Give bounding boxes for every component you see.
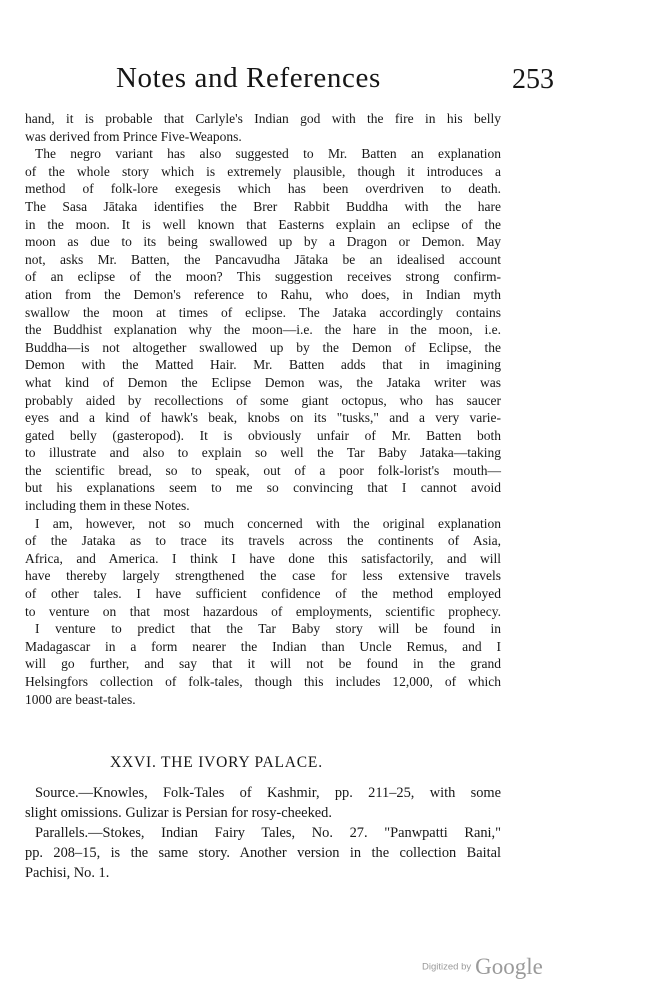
body-line: but his explanations seem to me so convincing that I cannot avoid: [25, 480, 501, 496]
google-logo: Google: [475, 954, 543, 979]
parallels-line: pp. 208–15, is the same story. Another version in the collection Baital: [25, 845, 501, 861]
body-line: I am, however, not so much concerned with the original explanation: [35, 515, 501, 531]
body-line: the scientific bread, so to speak, out of a poor folk-lorist's mouth—: [25, 462, 501, 478]
section-heading: XXVI. THE IVORY PALACE.: [110, 754, 323, 771]
body-line: gated belly (gasteropod). It is obviously unfair of Mr. Batten both: [25, 427, 501, 443]
body-line: what kind of Demon the Eclipse Demon was, the Jataka writer was: [25, 374, 501, 390]
source-line: slight omissions. Gulizar is Persian for rosy-cheeked.: [25, 805, 332, 821]
body-line: 1000 are beast-tales.: [25, 691, 136, 707]
body-line: hand, it is probable that Carlyle's Indian god with the fire in his belly: [25, 111, 501, 126]
parallels-line: Pachisi, No. 1.: [25, 865, 110, 881]
body-line: method of folk-lore exegesis which has been overdriven to death.: [25, 181, 501, 197]
body-line: of other tales. I have sufficient confidence of the method employed: [25, 586, 501, 602]
body-line: including them in these Notes.: [25, 498, 190, 514]
running-head-title: Notes and References: [116, 62, 381, 94]
body-line: Africa, and America. I think I have done this satisfactorily, and will: [25, 550, 501, 566]
body-line: eyes and a kind of hawk's beak, knobs on its "tusks," and a very varie-: [25, 410, 501, 426]
body-line: in the moon. It is well known that Easterns explain an eclipse of the: [25, 216, 501, 232]
body-line: not, asks Mr. Batten, the Pancavudha Jātaka be an idealised account: [25, 251, 501, 267]
parallels-line: Parallels.—Stokes, Indian Fairy Tales, No. 27. "Panwpatti Rani,": [35, 825, 501, 841]
body-line: of the whole story which is extremely plausible, though it introduces a: [25, 163, 501, 179]
body-line: Demon with the Matted Hair. Mr. Batten adds that in imagining: [25, 357, 501, 373]
page-number: 253: [512, 64, 554, 95]
body-line: the Buddhist explanation why the moon—i.e. the hare in the moon, i.e.: [25, 322, 501, 338]
body-line: will go further, and say that it will not be found in the grand: [25, 656, 501, 672]
body-line: The Sasa Jātaka identifies the Brer Rabbit Buddha with the hare: [25, 198, 501, 214]
body-line: to illustrate and also to explain so well the Tar Baby Jataka—taking: [25, 445, 501, 461]
body-line: of an eclipse of the moon? This suggestion receives strong confirm-: [25, 269, 501, 285]
page-header: [86, 62, 554, 102]
body-line: Helsingfors collection of folk-tales, though this includes 12,000, of which: [25, 674, 501, 689]
source-line: Source.—Knowles, Folk-Tales of Kashmir, pp. 211–25, with some: [35, 785, 501, 801]
digitized-watermark: [422, 954, 562, 984]
body-line: have thereby largely strengthened the case for less extensive travels: [25, 568, 501, 584]
body-line: Buddha—is not altogether swallowed up by the Demon of Eclipse, the: [25, 339, 501, 355]
watermark-prefix: Digitized by: [422, 961, 472, 973]
body-line: to venture on that most hazardous of employments, scientific prophecy.: [25, 603, 501, 619]
body-line: probably aided by recollections of some giant octopus, who has saucer: [25, 392, 501, 408]
notes-body: [25, 110, 501, 708]
source-and-parallels: [25, 783, 501, 883]
body-line: Madagascar in a form nearer the Indian than Uncle Remus, and I: [25, 638, 501, 654]
body-line: moon as due to its being swallowed up by a Dragon or Demon. May: [25, 234, 501, 250]
body-line: of the Jataka as to trace its travels across the continents of Asia,: [25, 533, 501, 549]
body-line: swallow the moon at times of eclipse. The Jataka accordingly contains: [25, 304, 501, 320]
body-line: ation from the Demon's reference to Rahu, who does, in Indian myth: [25, 286, 501, 302]
body-line: was derived from Prince Five-Weapons.: [25, 128, 242, 144]
body-line: The negro variant has also suggested to Mr. Batten an explanation: [35, 146, 501, 162]
body-line: I venture to predict that the Tar Baby story will be found in: [35, 621, 501, 637]
